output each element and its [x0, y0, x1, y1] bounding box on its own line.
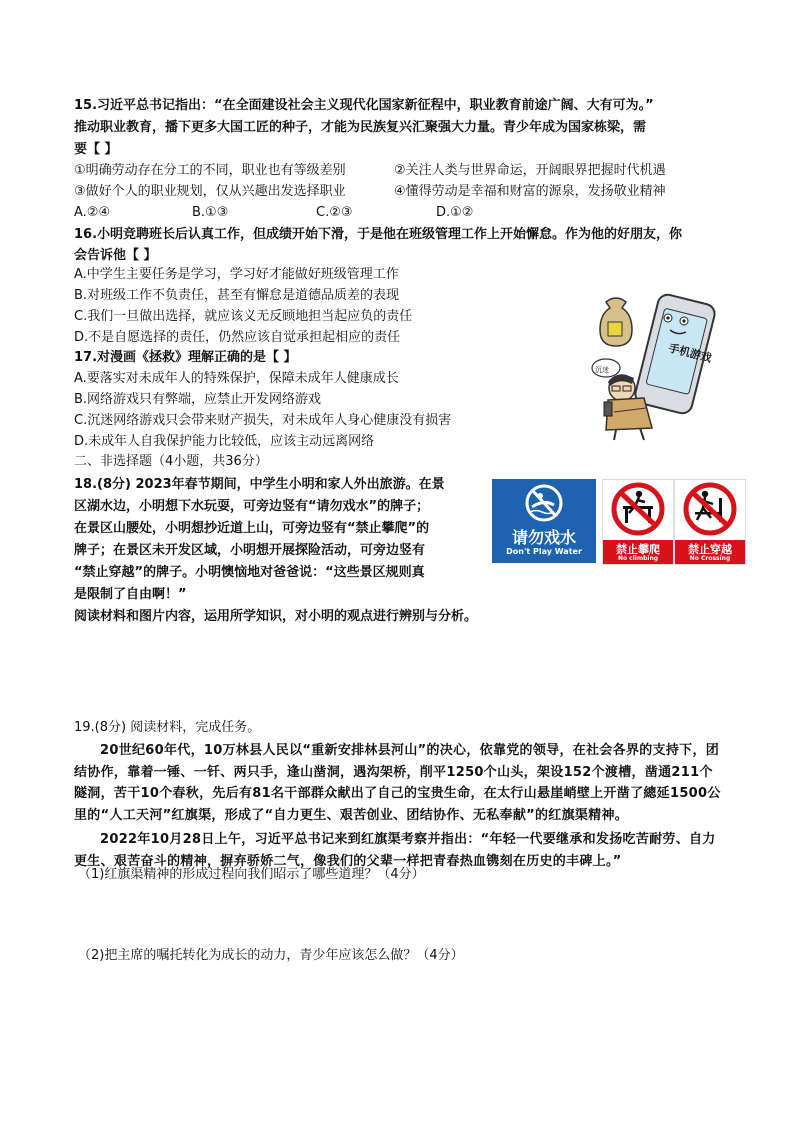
q15-option-1: ①明确劳动存在分工的不同，职业也有等级差别: [74, 163, 346, 178]
sign-no-crossing: [674, 479, 746, 565]
q15-choice-c: C.②③: [316, 205, 353, 220]
section-two-heading: 二、非选择题（4小题，共36分）: [74, 454, 268, 469]
q16-stem-line1: 16.小明竞聘班长后认真工作，但成绩开始下滑，于是他在班级管理工作上开始懈怠。作为他的好朋友，你: [74, 227, 683, 242]
q15-choice-b: B.①③: [192, 205, 229, 220]
q18-task: 阅读材料和图片内容，运用所学知识，对小明的观点进行辨别与分析。: [74, 609, 478, 624]
comic-bubble-text: 沉迷: [595, 366, 609, 374]
q16-choice-d: D.不是自愿选择的责任，仍然应该自觉承担起相应的责任: [74, 330, 401, 345]
q16-choice-a: A.中学生主要任务是学习，学习好才能做好班级管理工作: [74, 267, 399, 282]
comic-label-top: 手机游戏: [667, 341, 713, 365]
q17-choice-c: C.沉迷网络游戏只会带来财产损失，对未成年人身心健康没有损害: [74, 413, 452, 428]
q15-option-2: ②关注人类与世界命运，开阔眼界把握时代机遇: [394, 163, 666, 178]
sign3-chinese-text: 禁止穿越: [688, 543, 732, 556]
q17-stem: 17.对漫画《拯救》理解正确的是【 】: [74, 350, 297, 365]
q15-option-4: ④懂得劳动是幸福和财富的源泉，发扬敬业精神: [394, 184, 666, 199]
sign1-chinese-text: 请勿戏水: [511, 528, 576, 547]
q17-choice-d: D.未成年人自我保护能力比较低，应该主动远离网络: [74, 434, 375, 449]
q19-subquestion-1: （1)红旗渠精神的形成过程向我们昭示了哪些道理？（4分）: [78, 867, 425, 882]
q18-line6: 是限制了自由啊！”: [74, 587, 187, 602]
q16-choice-b: B.对班级工作不负责任，甚至有懈怠是道德品质差的表现: [74, 288, 400, 303]
q15-choice-a: A.②④: [74, 205, 111, 220]
q18-line4: 牌子；在景区未开发区域，小明想开展探险活动，可旁边竖有: [74, 543, 426, 558]
no-climbing-icon: [614, 485, 662, 533]
q19-material-paragraph-2: 2022年10月28日上午，习近平总书记来到红旗渠考察并指出：“年轻一代要继承和发扬吃苦耐劳、自力更生、艰苦奋斗的精神，摒弃骄娇二气，像我们的父辈一样把青春热血镌刻在历史的丰碑上。”: [74, 832, 716, 869]
no-crossing-icon: [686, 485, 734, 533]
q17-choice-a: A.要落实对未成年人的特殊保护，保障未成年人健康成长: [74, 371, 399, 386]
q15-stem-line2: 推动职业教育，播下更多大国工匠的种子，才能为民族复兴汇聚强大力量。青少年成为国家栋梁，需: [74, 120, 647, 135]
sign1-english-text: Don't Play Water: [506, 547, 582, 556]
q19-material-paragraph-1: 20世纪60年代，10万林县人民以“重新安排林县河山”的决心，依靠党的领导，在社会各界的支持下，团结协作，靠着一锤、一钎、两只手，逢山凿洞，遇沟架桥，削平1250个山头，架设152个渡槽，凿通211个隧洞，苦干10个春秋，先后有81名干部群众献出了自己的宝贵生命，在太行山悬崖峭壁上开凿了總延1500公里的“人工天河”红旗渠，形成了“自力更生、艰苦创业、团结协作、无私奉献”的红旗渠精神。: [74, 743, 721, 823]
q15-stem-line3: 要【 】: [74, 142, 118, 157]
q18-line2: 区湖水边，小明想下水玩耍，可旁边竖有“请勿戏水”的牌子；: [74, 499, 430, 514]
q16-stem-line2: 会告诉他【 】: [74, 248, 157, 263]
q15-stem-line1: 15.习近平总书记指出：“在全面建设社会主义现代化国家新征程中，职业教育前途广阔、大有可为。”: [74, 98, 654, 113]
q19-subquestion-2: （2)把主席的嘱托转化为成长的动力，青少年应该怎么做？（4分）: [78, 948, 464, 963]
q15-option-3: ③做好个人的职业规划，仅从兴趣出发选择职业: [74, 184, 346, 199]
q19-heading: 19.(8分) 阅读材料，完成任务。: [74, 720, 261, 735]
comic-rescue-image: [586, 292, 720, 442]
sign-no-play-water: [492, 479, 596, 563]
q18-line3: 在景区山腰处，小明想抄近道上山，可旁边竖有“禁止攀爬”的: [74, 521, 430, 536]
q16-choice-c: C.我们一旦做出选择，就应该义无反顾地担当起应负的责任: [74, 309, 413, 324]
money-bag-icon: [600, 298, 632, 346]
sign3-english-text: No Crossing: [689, 555, 731, 562]
no-swimming-icon: [527, 486, 561, 520]
q18-line5: “禁止穿越”的牌子。小明懊恼地对爸爸说：“这些景区规则真: [74, 565, 425, 580]
q17-choice-b: B.网络游戏只有弊端，应禁止开发网络游戏: [74, 392, 322, 407]
q18-line1: 18.(8分) 2023年春节期间，中学生小明和家人外出旅游。在景: [74, 477, 445, 492]
sign2-english-text: No climbing: [617, 555, 659, 562]
sign-no-climbing: [602, 479, 674, 565]
q15-choice-d: D.①②: [436, 205, 474, 220]
sign2-chinese-text: 禁止攀爬: [616, 543, 660, 556]
